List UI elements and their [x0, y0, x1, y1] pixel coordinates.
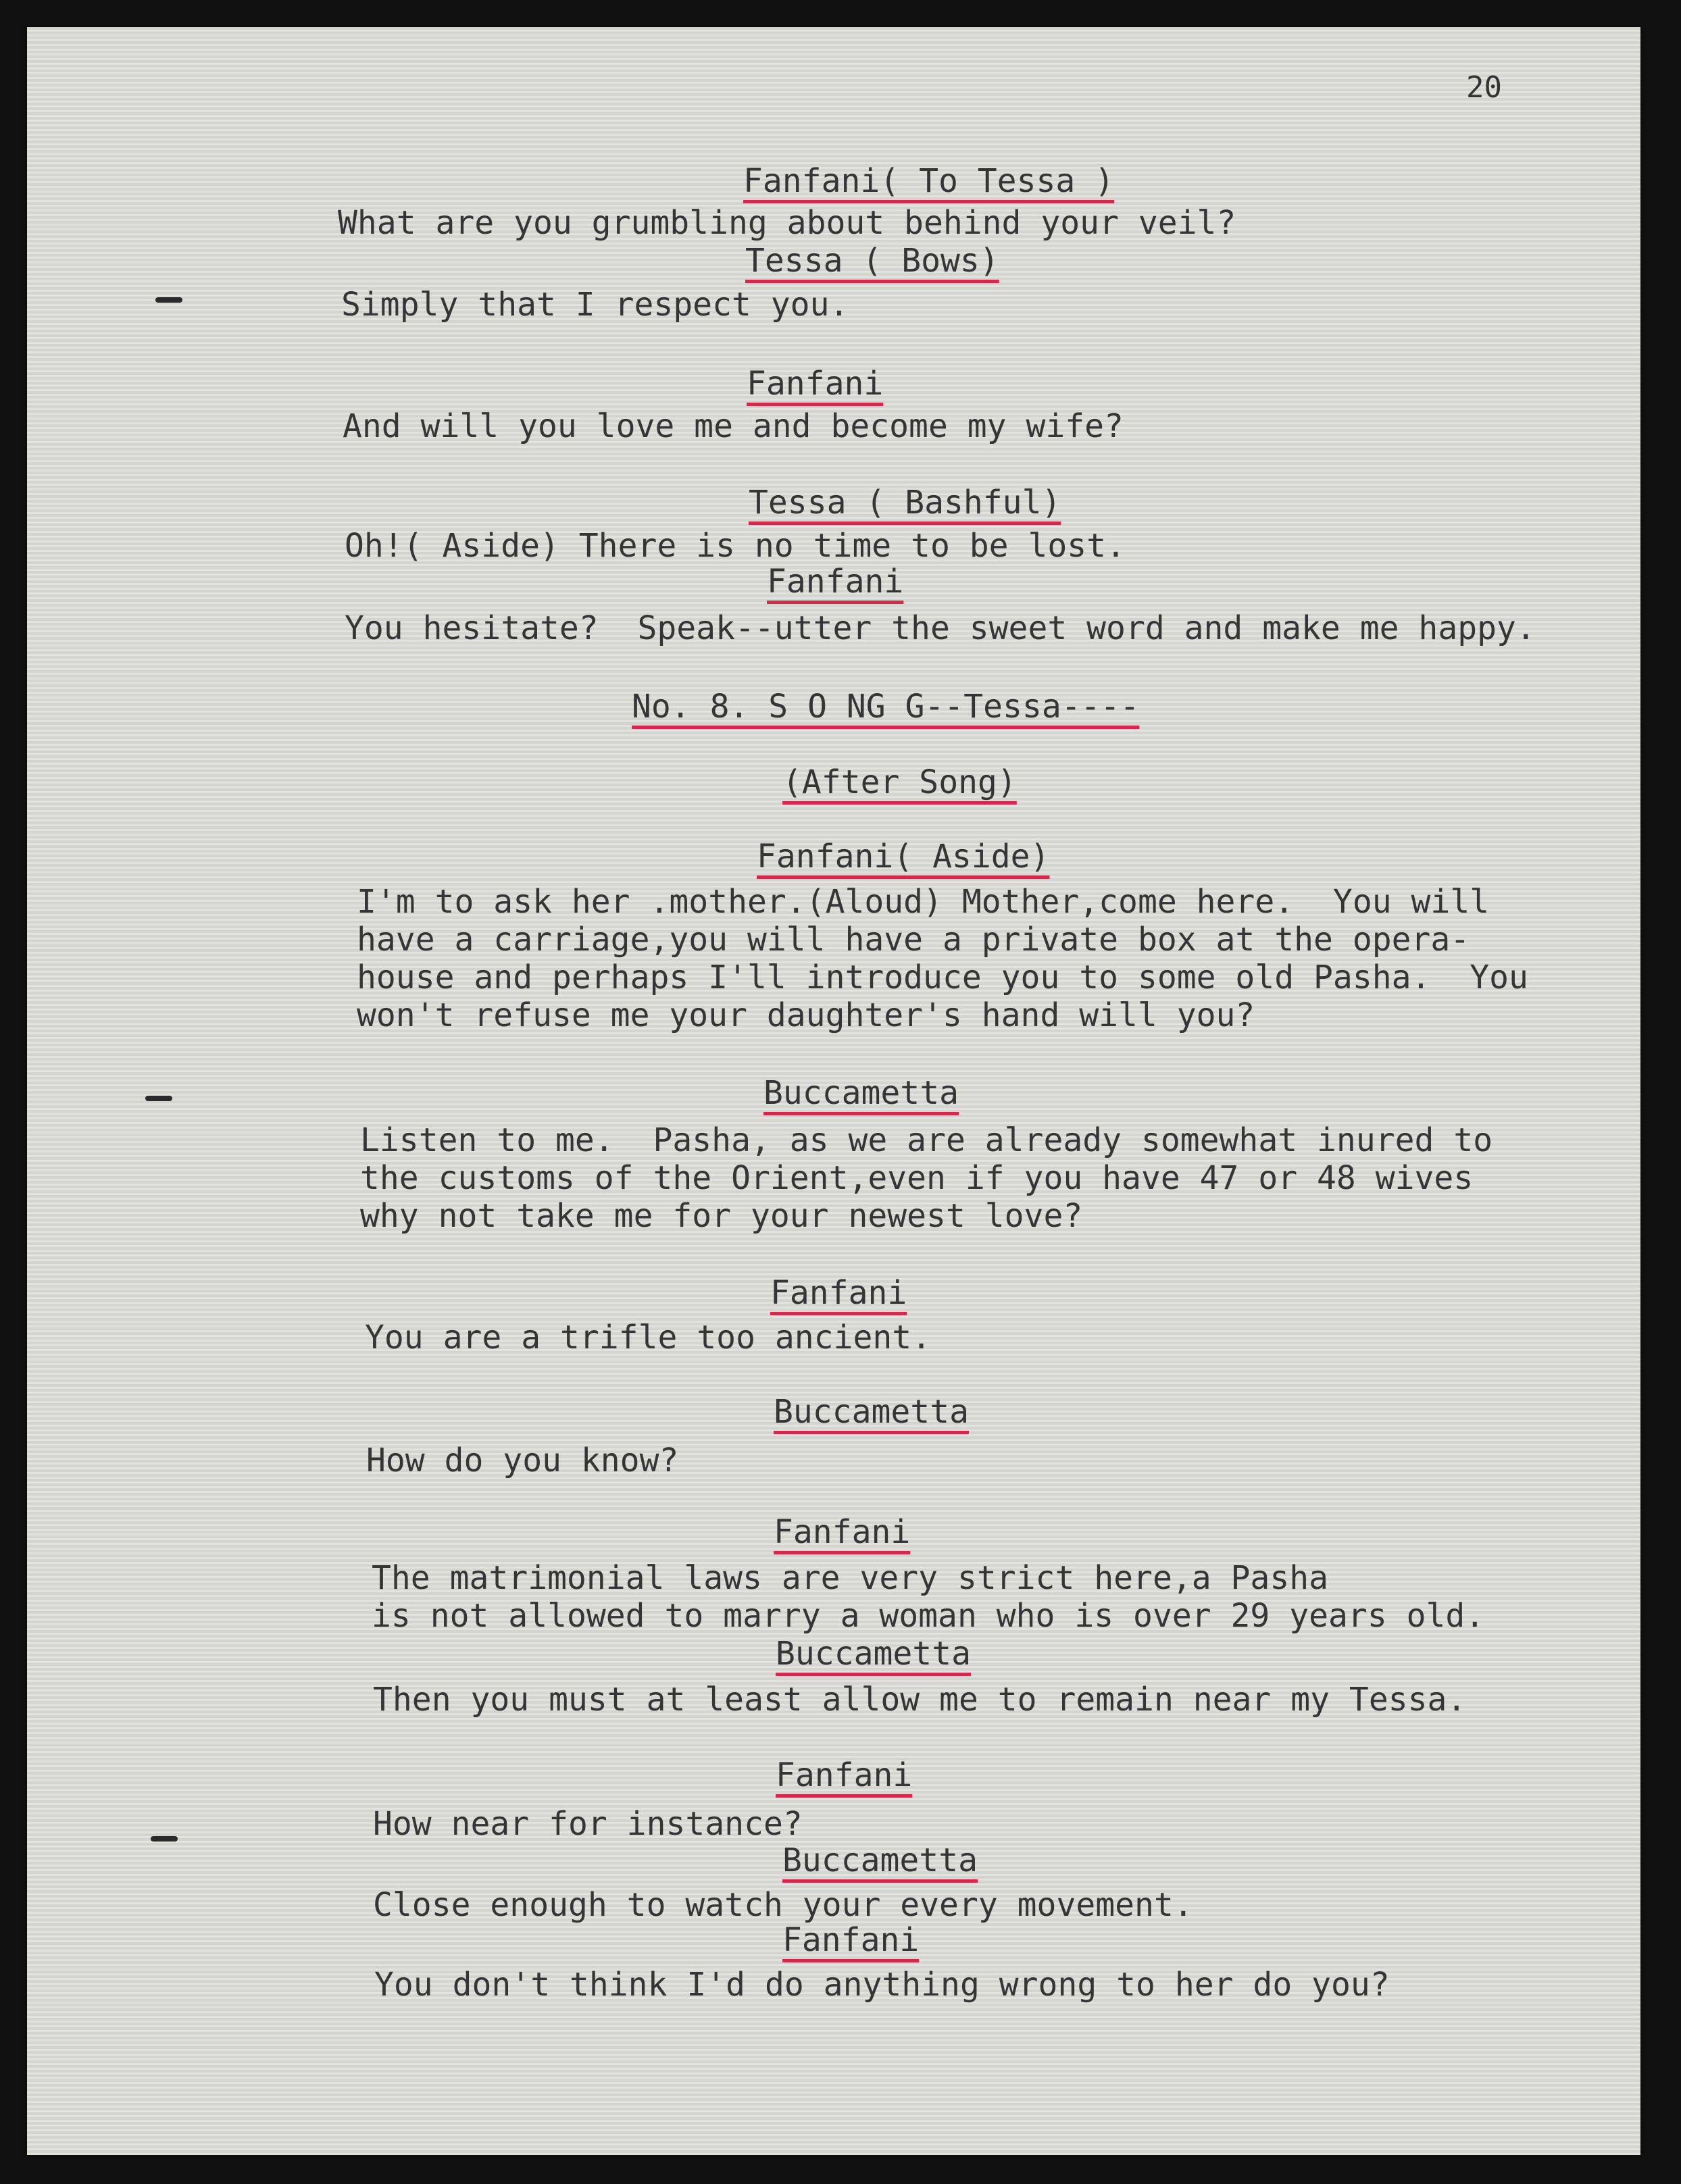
- speaker-heading: Fanfani: [774, 1513, 911, 1551]
- dialogue-line: I'm to ask her .mother.(Aloud) Mother,come here. You will: [357, 883, 1490, 921]
- speaker-heading: Tessa ( Bashful): [749, 484, 1061, 522]
- speaker-heading: Buccametta: [774, 1393, 969, 1431]
- dialogue-line: You are a trifle too ancient.: [365, 1319, 932, 1356]
- punch-hole-mark: [145, 1096, 172, 1101]
- dialogue-line: You hesitate? Speak--utter the sweet word and make me happy.: [345, 609, 1536, 647]
- dialogue-line: You don't think I'd do anything wrong to her do you?: [374, 1966, 1390, 2004]
- speaker-heading: Fanfani: [770, 1274, 907, 1312]
- page-number: 20: [1466, 70, 1502, 105]
- speaker-heading: Tessa ( Bows): [745, 242, 999, 280]
- speaker-heading: Fanfani: [747, 365, 884, 403]
- dialogue-line: won't refuse me your daughter's hand will you?: [357, 996, 1255, 1034]
- dialogue-line: Oh!( Aside) There is no time to be lost.: [345, 527, 1126, 565]
- dialogue-line: Close enough to watch your every movement.: [373, 1886, 1193, 1924]
- dialogue-line: Then you must at least allow me to remain near my Tessa.: [373, 1681, 1467, 1719]
- song-cue: No. 8. S O NG G--Tessa----: [632, 688, 1140, 726]
- dialogue-line: house and perhaps I'll introduce you to some old Pasha. You: [357, 959, 1528, 996]
- speaker-heading: Fanfani: [776, 1756, 913, 1794]
- speaker-heading: Buccametta: [776, 1635, 971, 1673]
- dialogue-line: How do you know?: [366, 1442, 679, 1479]
- dialogue-line: What are you grumbling about behind your veil?: [338, 204, 1236, 242]
- dialogue-line: the customs of the Orient,even if you have 47 or 48 wives: [360, 1159, 1474, 1197]
- punch-hole-mark: [155, 297, 182, 303]
- dialogue-line: Listen to me. Pasha, as we are already somewhat inured to: [360, 1121, 1493, 1159]
- speaker-heading: Fanfani: [767, 563, 904, 601]
- speaker-heading: Fanfani( To Tessa ): [743, 162, 1115, 200]
- dialogue-line: And will you love me and become my wife?: [343, 407, 1124, 445]
- dialogue-line: The matrimonial laws are very strict here,a Pasha: [372, 1559, 1329, 1597]
- dialogue-line: why not take me for your newest love?: [360, 1197, 1083, 1235]
- dialogue-line: have a carriage,you will have a private box at the opera-: [357, 921, 1470, 959]
- punch-hole-mark: [151, 1836, 178, 1842]
- speaker-heading: Fanfani( Aside): [757, 838, 1050, 875]
- dialogue-line: How near for instance?: [373, 1805, 803, 1843]
- typed-script-page: [27, 27, 1640, 2155]
- dialogue-line: is not allowed to marry a woman who is over 29 years old.: [372, 1597, 1485, 1635]
- speaker-heading: Fanfani: [782, 1921, 920, 1959]
- speaker-heading: Buccametta: [782, 1842, 978, 1879]
- stage-direction: (After Song): [782, 763, 1017, 801]
- speaker-heading: Buccametta: [763, 1074, 959, 1112]
- dialogue-line: Simply that I respect you.: [341, 286, 849, 324]
